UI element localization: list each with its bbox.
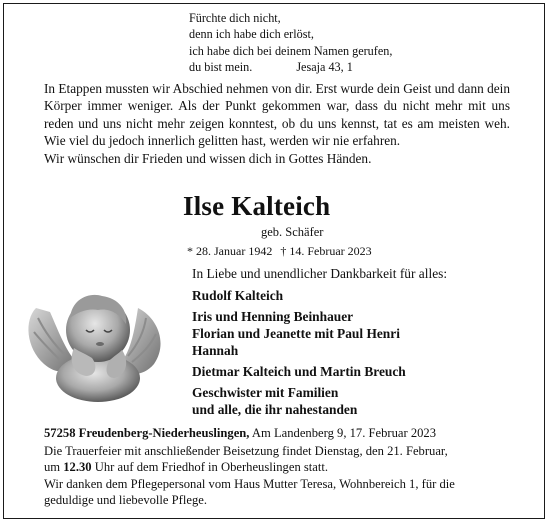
thanks-line: Wir danken dem Pflegepersonal vom Haus Mutter Teresa, Wohnbereich 1, für die	[44, 477, 455, 492]
maiden-name: geb. Schäfer	[261, 225, 324, 239]
angel-icon	[18, 278, 172, 406]
mourner-name: Iris und Henning Beinhauer	[192, 309, 354, 324]
mourner-group	[192, 287, 522, 304]
mourners-lead: In Liebe und unendlicher Dankbarkeit für alles:	[192, 266, 448, 281]
birth-date: * 28. Januar 1942	[187, 244, 273, 258]
mourner-name: Hannah	[192, 343, 239, 358]
mourner-name: Florian und Jeanette mit Paul Henri	[192, 326, 400, 341]
verse-line: ich habe dich bei deinem Namen gerufen,	[189, 43, 393, 58]
mourner-group	[192, 308, 522, 359]
mourner-name: Geschwister mit Familien	[192, 385, 339, 400]
verse-reference: Jesaja 43, 1	[296, 59, 353, 74]
farewell-paragraph: In Etappen mussten wir Abschied nehmen von dir. Erst wurde dein Geist und dann dein Körper immer weniger. Als der Punkt gekommen war, dass du nicht mehr mit uns reden und uns nicht mehr zeigen konntest, ob du uns kennst, tat es am meisten weh. Wie viel du jedoch innerlich gelitten hast, werden wir nie erfahren.	[44, 81, 510, 149]
service-line: Die Trauerfeier mit anschließender Beisetzung findet Dienstag, den 21. Februar,	[44, 443, 448, 458]
life-dates	[187, 244, 372, 259]
intro-text	[44, 80, 510, 167]
mourner-name: Rudolf Kalteich	[192, 288, 284, 303]
place-date-line	[44, 426, 514, 442]
place: 57258 Freudenberg-Niederheuslingen,	[44, 426, 250, 440]
farewell-wish: Wir wünschen dir Frieden und wissen dich in Gottes Händen.	[44, 150, 372, 166]
verse-line-last	[189, 59, 419, 75]
service-time: 12.30	[63, 459, 92, 474]
service-time-line	[44, 460, 514, 476]
mourner-group	[192, 384, 522, 418]
service-post: Uhr auf dem Friedhof in Oberheuslingen statt.	[91, 459, 329, 474]
thanks-line: geduldige und liebevolle Pflege.	[44, 493, 207, 508]
verse-line: du bist mein.	[189, 59, 253, 74]
verse-line: Fürchte dich nicht,	[189, 11, 281, 25]
deceased-name: Ilse Kalteich	[183, 191, 331, 221]
address-date: Am Landenberg 9, 17. Februar 2023	[249, 426, 437, 440]
notice-footer	[44, 426, 514, 509]
service-pre: um	[44, 459, 64, 474]
mourner-name: und alle, die ihr nahestanden	[192, 402, 358, 417]
verse-line: denn ich habe dich erlöst,	[189, 27, 314, 42]
mourners-list	[192, 264, 522, 422]
mourner-name: Dietmar Kalteich und Martin Breuch	[192, 364, 406, 379]
bible-verse	[189, 10, 419, 75]
mourner-group	[192, 363, 522, 380]
death-date: † 14. Februar 2023	[280, 244, 372, 258]
